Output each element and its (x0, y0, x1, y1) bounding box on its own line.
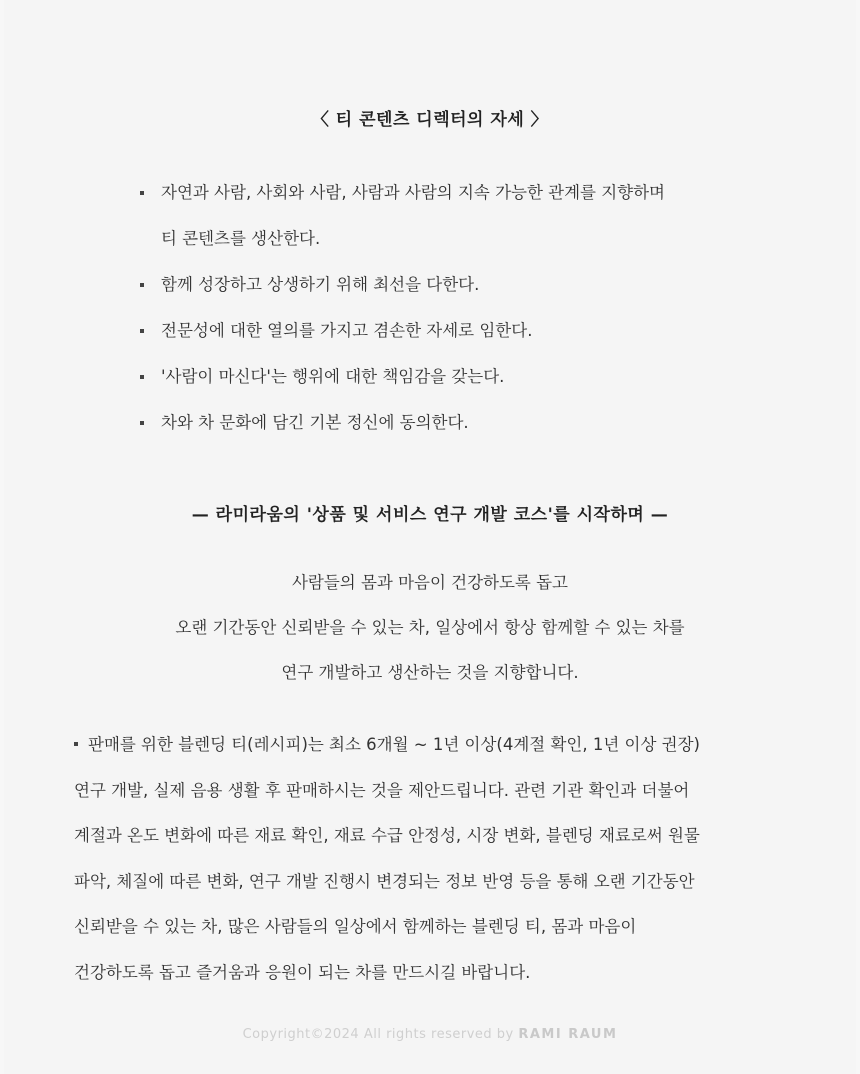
notice-line: 파악, 체질에 따른 변화, 연구 개발 진행시 변경되는 정보 반영 등을 통해 오랜 기간동안 (74, 871, 695, 891)
bullet-icon (140, 191, 144, 195)
list-item-line: 전문성에 대한 열의를 가지고 겸손한 자세로 임한다. (161, 321, 533, 340)
intro-line: 사람들의 몸과 마음이 건강하도록 돕고 (291, 573, 568, 592)
notice-line: 계절과 온도 변화에 따른 재료 확인, 재료 수급 안정성, 시장 변화, 블렌딩 재료로써 원물 (74, 826, 700, 845)
list-item-line: 자연과 사람, 사회와 사람, 사람과 사람의 지속 가능한 관계를 지향하며 (161, 183, 665, 202)
notice-line-text: 판매를 위한 블렌딩 티(레시피)는 최소 6개월 ~ 1년 이상(4계절 확인, 1년 이상 권장) (88, 735, 700, 754)
notice-line: 건강하도록 돕고 즐거움과 응원이 되는 차를 만드시길 바랍니다. (74, 962, 531, 982)
list-item-line: 티 콘텐츠를 생산한다. (161, 229, 321, 248)
bullet-icon (140, 329, 144, 333)
copyright-text: Copyright©2024 All rights reserved by (242, 1027, 519, 1042)
notice-line: 신뢰받을 수 있는 차, 많은 사람들의 일상에서 함께하는 블렌딩 티, 몸과 마음이 (74, 917, 637, 936)
list-item-line: '사람이 마신다'는 행위에 대한 책임감을 갖는다. (161, 367, 505, 386)
list-item-line: 함께 성장하고 상생하기 위해 최선을 다한다. (161, 275, 480, 294)
section-title-course-start: — 라미라움의 '상품 및 서비스 연구 개발 코스'를 시작하며 — (191, 505, 669, 525)
notice-line: 연구 개발, 실제 음용 생활 후 판매하시는 것을 제안드립니다. 관련 기관 확인과 더불어 (74, 780, 690, 800)
list-item (140, 262, 760, 308)
notice-line (74, 722, 814, 768)
section-title-director-attitude: 〈 티 콘텐츠 디렉터의 자세 〉 (311, 110, 549, 130)
brand-name: RAMI RAUM (518, 1027, 618, 1042)
course-intro-text (0, 560, 860, 695)
bullet-icon (140, 283, 144, 287)
bullet-icon (74, 742, 78, 746)
attitude-list (140, 170, 760, 446)
intro-line: 연구 개발하고 생산하는 것을 지향합니다. (281, 663, 579, 682)
list-item (140, 170, 760, 262)
bullet-icon (140, 375, 144, 379)
list-item-line: 차와 차 문화에 담긴 기본 정신에 동의한다. (161, 413, 469, 432)
bullet-icon (140, 421, 144, 425)
sales-notice (74, 722, 814, 995)
copyright-footer (0, 1027, 860, 1042)
intro-line: 오랜 기간동안 신뢰받을 수 있는 차, 일상에서 항상 함께할 수 있는 차를 (175, 618, 685, 637)
list-item (140, 400, 760, 446)
list-item (140, 354, 760, 400)
list-item (140, 308, 760, 354)
